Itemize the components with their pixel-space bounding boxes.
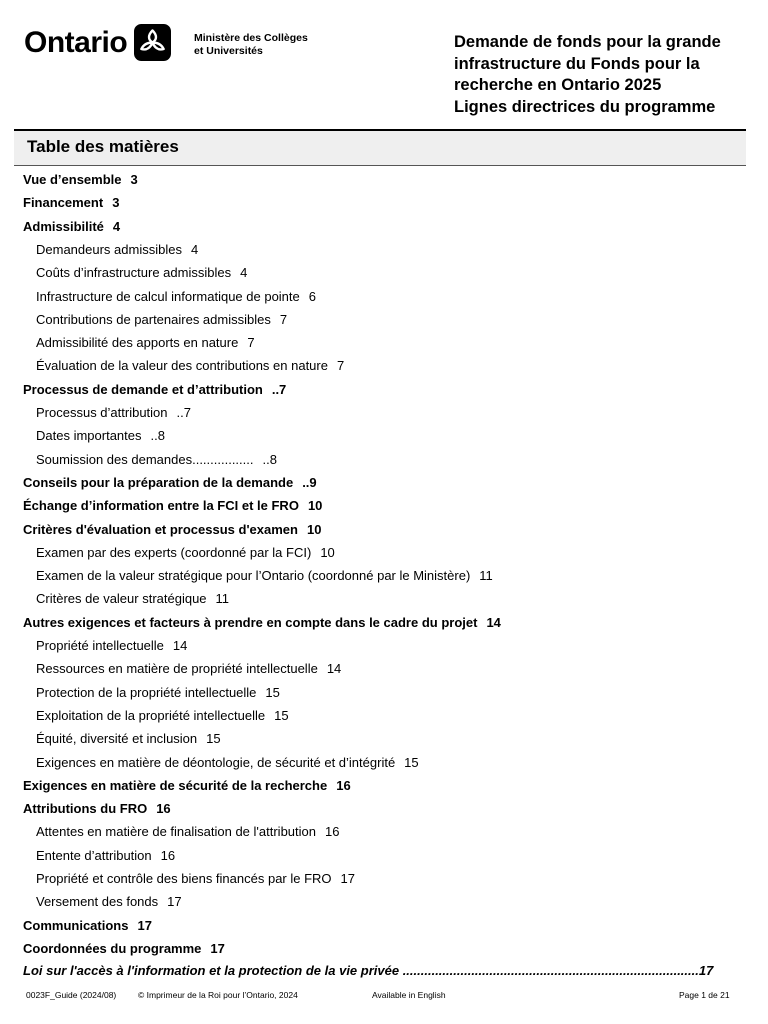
toc-entry-processus-demande[interactable] [23,380,286,400]
toc-entry-securite-recherche[interactable] [23,776,351,796]
toc-entry-page: 17 [167,894,182,910]
toc-entry-label: Infrastructure de calcul informatique de pointe [36,288,300,304]
toc-entry-label: Versement des fonds [36,894,159,910]
toc-entry-page: 16 [336,777,351,793]
ministry-line-1: Ministère des Collèges [194,32,308,44]
toc-entry-label: Critères de valeur stratégique [36,591,207,607]
toc-entry-contributions-partenaires[interactable] [36,310,287,330]
toc-entry-label: Autres exigences et facteurs à prendre en compte dans le cadre du projet [23,614,478,630]
toc-entry-label: Attributions du FRO [23,801,148,817]
toc-entry-label: Examen de la valeur stratégique pour l’Ontario (coordonné par le Ministère) [36,568,471,584]
toc-entry-label: Attentes en matière de finalisation de l'attribution [36,824,316,840]
toc-entry-label: Exploitation de la propriété intellectuelle [36,707,266,723]
toc-entry-page: 10 [307,498,323,514]
toc-entry-page: 10 [306,521,322,537]
toc-entry-page: 4 [190,241,199,257]
toc-entry-page: 17 [698,963,714,978]
toc-entry-attributions-fro[interactable] [23,799,171,819]
toc-entry-protection-pi[interactable] [36,683,280,703]
toc-entry-ressources-pi[interactable] [36,659,341,679]
toc-entry-page: 15 [274,707,289,723]
toc-entry-communications[interactable] [23,916,152,936]
toc-entry-examen-valeur-strategique[interactable] [36,566,493,586]
toc-entry-page: 3 [112,195,120,211]
toc-entry-page: 14 [172,638,188,653]
toc-entry-attentes-finalisation[interactable] [36,822,339,842]
toc-entry-conseils[interactable] [23,473,317,493]
title-line: Lignes directrices du programme [454,97,716,116]
toc-entry-page: 11 [215,591,230,607]
toc-entry-financement[interactable] [23,193,119,213]
toc-entry-calcul-informatique[interactable] [36,287,316,307]
toc-entry-page: 10 [320,544,335,560]
toc-entry-dates-importantes[interactable] [36,426,165,446]
toc-entry-page: 6 [308,288,316,304]
toc-entry-page: ..9 [302,474,317,490]
toc-entry-page: 15 [206,731,221,747]
document-title [454,32,754,118]
toc-entry-leader: .................................................................................. [399,963,699,978]
page-footer [0,990,768,1006]
title-line: infrastructure du Fonds pour la [454,54,700,73]
language-note: Available in English [372,990,446,1000]
toc-entry-page: 4 [112,218,121,234]
toc-entry-autres-exigences[interactable] [23,613,501,633]
toc-entry-page: ..8 [262,451,277,467]
toc-entry-label: Propriété et contrôle des biens financés par le FRO [36,871,332,886]
toc-entry-label: Échange d’information entre la FCI et le FRO [23,498,299,514]
toc-entry-page: 7 [336,358,345,374]
toc-entry-label: Admissibilité [23,218,104,234]
toc-heading: Table des matières [27,137,179,156]
copyright-notice: © Imprimeur de la Roi pour l’Ontario, 2024 [138,990,298,1000]
toc-entry-page: 7 [247,335,255,351]
toc-entry-label: Processus d’attribution [36,405,168,420]
toc-entry-page: 17 [210,940,225,956]
toc-entry-label: Exigences en matière de déontologie, de sécurité et d’intégrité [36,754,396,770]
toc-entry-demandeurs-admissibles[interactable] [36,240,198,260]
toc-entry-examen-experts[interactable] [36,543,335,563]
form-code: 0023F_Guide (2024/08) [26,990,117,1000]
toc-entry-label: Processus de demande et d’attribution [23,381,263,397]
toc-entry-label: Communications [23,917,129,933]
toc-entry-loi-acces-information[interactable] [23,961,746,981]
toc-entry-page: 17 [340,871,356,886]
toc-entry-label: Loi sur l'accès à l'information et la protection de la vie privée [23,963,400,978]
toc-entry-label: Demandeurs admissibles [36,241,182,257]
toc-entry-page: ..7 [176,405,191,420]
ministry-name [194,32,344,58]
toc-entry-equite-diversite[interactable] [36,729,221,749]
toc-entry-exploitation-pi[interactable] [36,706,289,726]
toc-entry-label: Ressources en matière de propriété intellectuelle [36,661,318,677]
toc-entry-label: Dates importantes [36,428,142,444]
toc-entry-vue-ensemble[interactable] [23,170,138,190]
toc-entry-label: Vue d’ensemble [23,172,122,187]
toc-entry-label: Entente d’attribution [36,847,152,863]
toc-entry-label: Coordonnées du programme [23,940,202,956]
toc-entry-apports-nature[interactable] [36,333,255,353]
toc-entry-page: 15 [265,684,280,700]
toc-entry-label: Critères d'évaluation et processus d'examen [23,521,298,537]
ontario-logo-text: Ontario [24,26,128,59]
toc-entry-page: 16 [160,847,176,863]
toc-entry-couts-infrastructure[interactable] [36,263,247,283]
toc-entry-label: Examen par des experts (coordonné par la FCI) [36,544,312,560]
toc-entry-page: 3 [130,172,138,187]
toc-entry-page: 7 [279,311,288,327]
ministry-line-2: et Universités [194,45,263,57]
toc-entry-page: 16 [156,801,171,817]
toc-entry-label: Équité, diversité et inclusion [36,731,198,747]
toc-entry-page: 17 [137,917,152,933]
toc-entry-processus-attribution[interactable] [36,403,191,423]
toc-entry-evaluation-valeur[interactable] [36,356,344,376]
toc-entry-criteres-evaluation[interactable] [23,520,321,540]
toc-entry-page: 14 [486,614,501,630]
toc-entry-soumission-demandes[interactable] [36,450,277,470]
toc-entry-label: Coûts d’infrastructure admissibles [36,265,232,281]
page-indicator: Page 1 de 21 [679,990,730,1000]
toc-entry-coordonnees[interactable] [23,939,225,959]
toc-entry-versement-fonds[interactable] [36,892,182,912]
page-header [0,0,768,130]
toc-entry-label: Contributions de partenaires admissibles [36,311,271,327]
toc-entry-deontologie[interactable] [36,753,419,773]
toc-entry-label: Exigences en matière de sécurité de la recherche [23,777,328,793]
toc-entry-page: 4 [240,265,248,281]
toc-entry-page: ..7 [271,381,287,397]
toc-entry-propriete-intellectuelle[interactable] [36,636,187,656]
title-line: recherche en Ontario 2025 [454,76,662,94]
toc-entry-label: Propriété intellectuelle [36,638,164,653]
toc-entry-page: 11 [479,568,493,584]
toc-entry-label: Protection de la propriété intellectuelle [36,684,257,700]
toc-entry-criteres-valeur[interactable] [36,589,229,609]
toc-entry-label: Évaluation de la valeur des contributions en nature [36,358,328,374]
toc-entry-page: 15 [404,754,419,770]
toc-entry-label: Conseils pour la préparation de la demande [23,474,294,490]
toc-entry-label: Soumission des demandes................. [36,451,254,467]
ontario-trillium-logo-icon [134,24,171,61]
toc-entry-label: Financement [23,195,104,211]
toc-entry-entente-attribution[interactable] [36,846,175,866]
toc-entry-admissibilite[interactable] [23,217,120,237]
title-line: Demande de fonds pour la grande [454,33,721,51]
toc-entry-page: 16 [324,824,340,840]
toc-entry-page: 14 [326,661,342,677]
toc-entry-label: Admissibilité des apports en nature [36,335,239,351]
toc-entry-page: ..8 [150,428,165,444]
toc-entry-propriete-controle[interactable] [36,869,355,889]
toc-entry-echange-information[interactable] [23,496,322,516]
